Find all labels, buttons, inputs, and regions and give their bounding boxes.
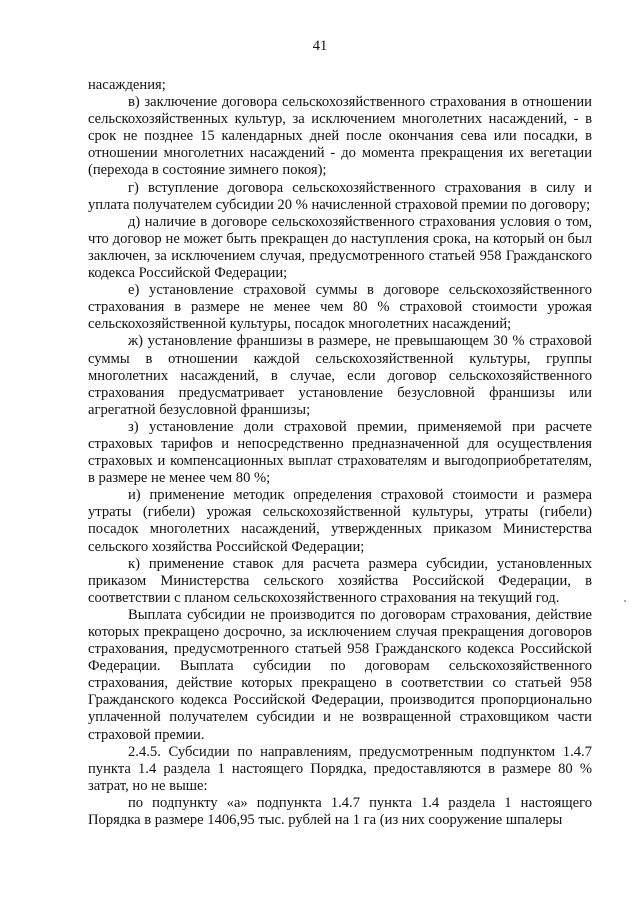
- paragraph-item-k: к) применение ставок для расчета размера субсидии, установленных приказом Министерства сельского хозяйства Российской Федерации, в соответствии с планом сельскохозяйственного страхования на текущий год.: [88, 555, 592, 606]
- paragraph-subitem-a: по подпункту «а» подпункта 1.4.7 пункта 1.4 раздела 1 настоящего Порядка в размере 1406,95 тыс. рублей на 1 га (из них сооружение шпалеры: [88, 794, 592, 829]
- page-number: 41: [312, 38, 328, 54]
- paragraph-item-v: в) заключение договора сельскохозяйственного страхования в отношении сельскохозяйственных культур, за исключением многолетних насаждений, - в срок не позднее 15 календарных дней после окончания сева или посадки, в отношении многолетних насаждений - до момента прекращения их вегетации (перехода в состояние зимнего покоя);: [88, 94, 592, 179]
- paragraph-item-d: д) наличие в договоре сельскохозяйственного страхования условия о том, что договор не может быть прекращен до наступления срока, на который он был заключен, за исключением случая, предусмотренного статьей 958 Гражданского кодекса Российской Федерации;: [88, 213, 592, 282]
- paragraph-section-2-4-5: 2.4.5. Субсидии по направлениям, предусмотренным подпунктом 1.4.7 пункта 1.4 раздела 1 настоящего Порядка, предоставляются в размере 80 % затрат, но не выше:: [88, 743, 592, 794]
- paragraph-item-z: з) установление доли страховой премии, применяемой при расчете страховых тарифов и непосредственно предназначенной для осуществления страховых и компенсационных выплат страхователям и выгодоприобретателям, в размере не менее чем 80 %;: [88, 418, 592, 487]
- paragraph-item-i: и) применение методик определения страховой стоимости и размера утраты (гибели) урожая сельскохозяйственной культуры, утраты (гибели) посадок многолетних насаждений, утвержденных приказом Министерства сельского хозяйства Российской Федерации;: [88, 487, 592, 555]
- scan-artifact: [624, 600, 626, 602]
- paragraph-continuation: насаждения;: [88, 77, 166, 93]
- paragraph-item-zh: ж) установление франшизы в размере, не превышающем 30 % страховой суммы в отношении каждой сельскохозяйственной культуры, группы многолетних насаждений, в случае, если договор сельскохозяйственного страхования предусматривает установление безусловной франшизы или агрегатной безусловной франшизы;: [88, 333, 592, 418]
- paragraph-item-e: е) установление страховой суммы в договоре сельскохозяйственного страхования в размере не менее чем 80 % страховой стоимости урожая сельскохозяйственной культуры, посадок многолетних насаждений;: [88, 282, 592, 333]
- paragraph-item-g: г) вступление договора сельскохозяйственного страхования в силу и уплата получателем субсидии 20 % начисленной страховой премии по договору;: [88, 179, 592, 213]
- paragraph-subsidy-payment: Выплата субсидии не производится по договорам страхования, действие которых прекращено досрочно, за исключением случая прекращения договоров страхования, предусмотренного статьей 958 Гражданского кодекса Российской Федерации. Выплата субсидии по договорам сельскохозяйственного страхования, действие которых прекращено в соответствии со статьей 958 Гражданского кодекса Российской Федерации, производится пропорционально уплаченной получателем субсидии и не возвращенной страховщиком части страховой премии.: [88, 606, 592, 743]
- document-body: [88, 77, 592, 829]
